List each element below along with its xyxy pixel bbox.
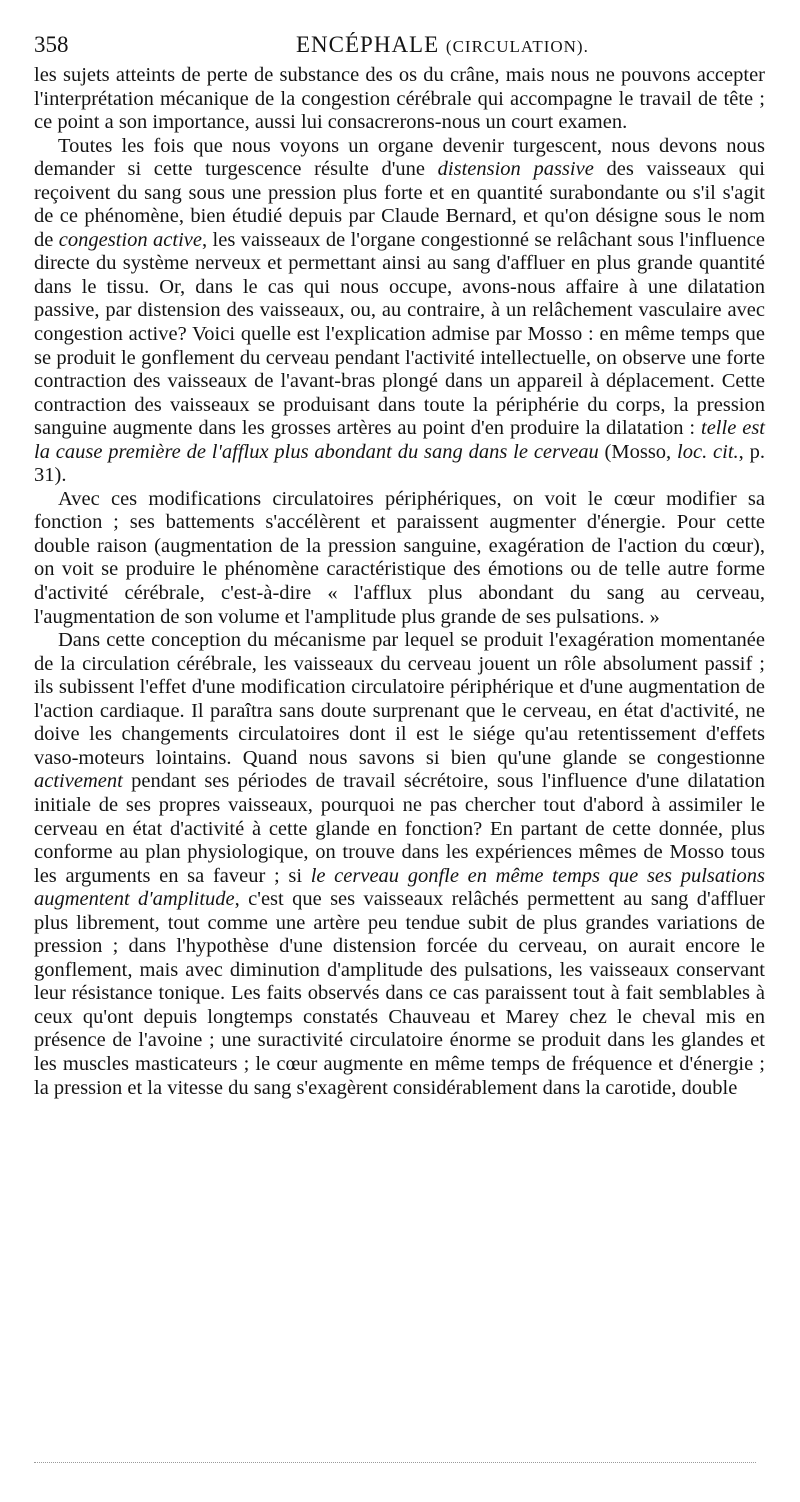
paragraph bbox=[34, 135, 765, 488]
text-run: des vaisseaux qui reçoivent du sang sous une pression plus forte et en quantité surabondante ou s'il s'agit de ce phénomène, bien étudié depuis par Claude Bernard, et qu'on désigne sous le nom de bbox=[34, 158, 765, 251]
paragraph bbox=[34, 629, 765, 1100]
footer-divider bbox=[34, 1462, 756, 1463]
italic-run: telle est la cause première de l'afflux plus abondant du sang dans le cerveau bbox=[34, 417, 765, 463]
running-head-title: ENCÉPHALE bbox=[296, 32, 440, 57]
italic-run: distension passive bbox=[437, 158, 594, 181]
text-run: (Mosso, bbox=[598, 440, 678, 463]
paragraph bbox=[34, 488, 765, 629]
running-head-subtitle: (CIRCULATION). bbox=[445, 37, 589, 56]
italic-run: activement bbox=[34, 770, 123, 793]
text-run: , les vaisseaux de l'organe congestionné se relâchant sous l'influence directe du système nerveux et permettant ainsi au sang d'affluer en plus grande quantité dans le tissu. Or, dans le cas qui nous occupe, avons-nous affaire à une dilatation passive, par distension des vaisseaux, ou, au contraire, à un relâchement vasculaire avec congestion active? Voici quelle est l'explication admise par Mosso : en même temps que se produit le gonflement du cerveau pendant l'activité intellectuelle, on observe une forte contraction des vaisseaux de l'avant-bras plongé dans un appareil à déplacement. Cette contraction des vaisseaux se produisant dans toute la périphérie du corps, la pression sanguine augmente dans les grosses artères au point d'en produire la dilatation : bbox=[34, 228, 765, 440]
text-run: pendant ses périodes de travail sécrétoire, sous l'influence d'une dilatation initiale de ses propres vaisseaux, pourquoi ne pas chercher tout d'abord à assimiler le cerveau en état d'activité à cette glande en fonction? En partant de cette donnée, plus conforme au plan physiologique, on trouve dans les expériences mêmes de Mosso tous les arguments en sa faveur ; si bbox=[34, 770, 765, 887]
text-run: Toutes les fois que nous voyons un organe devenir turgescent, nous devons nous demander si cette turgescence résulte d'une bbox=[34, 134, 765, 181]
text-run: Dans cette conception du mécanisme par lequel se produit l'exagération momentanée de la circulation cérébrale, les vaisseaux du cerveau jouent un rôle absolument passif ; ils subissent l'effet d'une modification circulatoire périphérique et d'une augmentation de l'action cardiaque. Il paraîtra sans doute surprenant que le cerveau, en état d'activité, ne doive les changements circulatoires dont il est le siége qu'au retentissement d'effets vaso-moteurs lointains. Quand nous savons si bien qu'une glande se congestionne bbox=[34, 629, 765, 769]
text-run: , p. 31). bbox=[34, 440, 765, 487]
italic-run: congestion active bbox=[58, 228, 202, 251]
italic-run: le cerveau gonfle en même temps que ses pulsations augmentent d'amplitude bbox=[34, 864, 765, 911]
page-number: 358 bbox=[34, 32, 69, 57]
text-run: Avec ces modifications circulatoires périphériques, on voit le cœur modifier sa fonction ; ses battements s'accélèrent et paraissent augmenter d'énergie. Pour cette double raison (augmentation de la pression sanguine, exagération de l'action du cœur), on voit se produire le phénomène caractéristique des émotions ou de telle autre forme d'activité cérébrale, c'est-à-dire « l'afflux plus abondant du sang au cerveau, l'augmentation de son volume et l'amplitude plus grande de ses pulsations. » bbox=[34, 487, 765, 628]
body-text bbox=[34, 64, 765, 1100]
italic-run: loc. cit. bbox=[677, 440, 739, 463]
text-run: , c'est que ses vaisseaux relâchés permettent au sang d'affluer plus librement, tout comme une artère peu tendue subit de plus grandes variations de pression ; dans l'hypothèse d'une distension forcée du cerveau, on aurait encore le gonflement, mais avec diminution d'amplitude des pulsations, les vaisseaux conservant leur résistance tonique. Les faits observés dans ce cas paraissent tout à fait semblables à ceux qu'ont depuis longtemps constatés Chauveau et Marey chez le cheval mis en présence de l'avoine ; une suractivité circulatoire énorme se produit dans les glandes et les muscles masticateurs ; le cœur augmente en même temps de fréquence et d'énergie ; la pression et la vitesse du sang s'exagèrent considérablement dans la carotide, double bbox=[34, 888, 765, 1099]
text-run: les sujets atteints de perte de substance des os du crâne, mais nous ne pouvons accepter l'interprétation mécanique de la congestion cérébrale qui accompagne le travail de tête ; ce point a son importance, aussi lui consacrerons-nous un court examen. bbox=[34, 64, 765, 134]
running-head bbox=[296, 30, 589, 62]
page-header bbox=[34, 30, 764, 60]
paragraph bbox=[34, 64, 765, 135]
